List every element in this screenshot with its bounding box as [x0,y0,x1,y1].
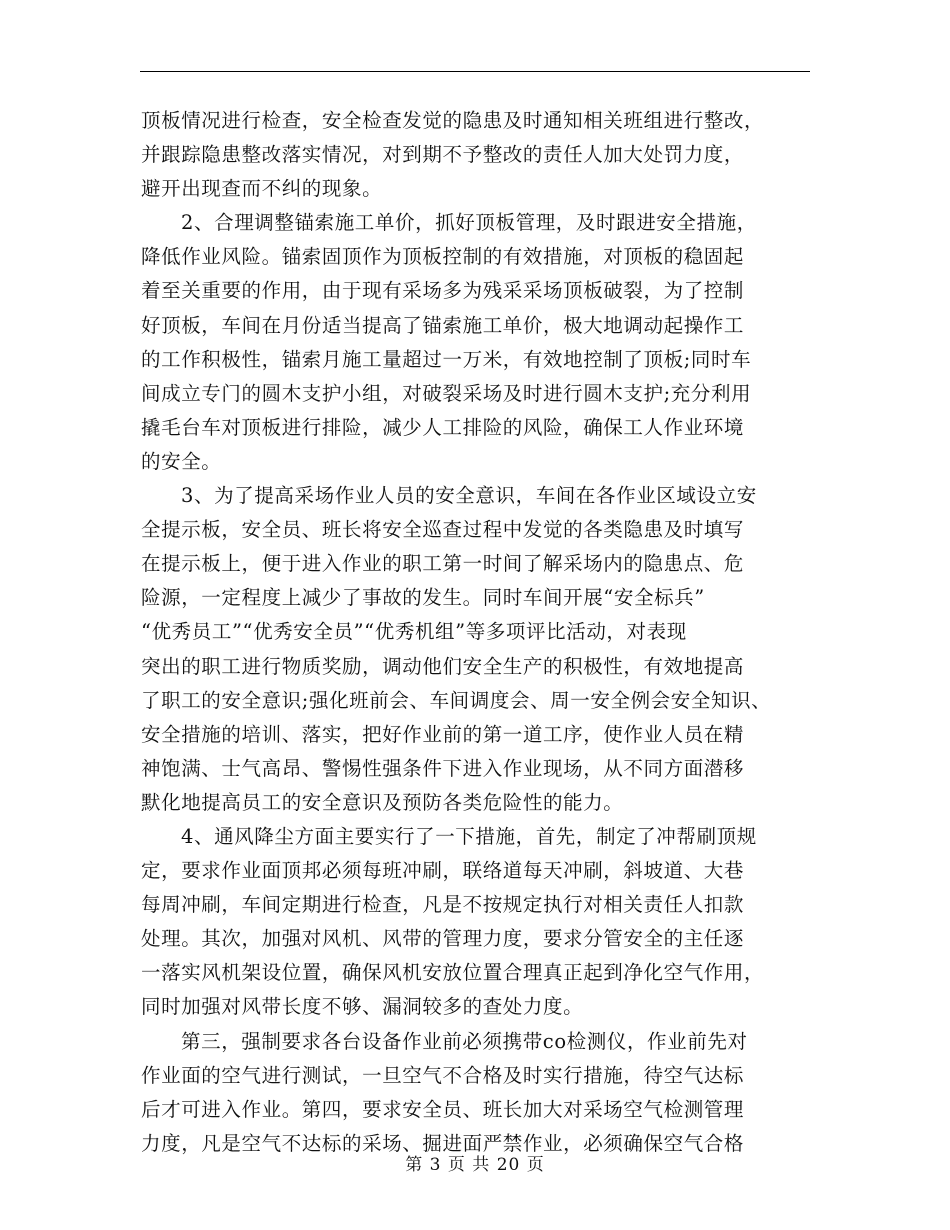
text-line: 的安全。 [141,449,222,473]
text-line: 顶板情况进行检查，安全检查发觉的隐患及时通知相关班组进行整改， [141,109,765,132]
text-line: 避开出现查而不纠的现象。 [141,177,383,201]
text-line: 撬毛台车对顶板进行排险，减少人工排险的风险，确保工人作业环境 [141,415,745,439]
text-line: “优秀员工”“优秀安全员”“优秀机组”等多项评比活动，对表现 [141,620,687,644]
text-line: 定，要求作业面顶邦必须每班冲刷，联络道每天冲刷，斜坡道、大巷 [141,859,745,883]
document-body [141,104,821,1161]
text-line: 险源，一定程度上减少了事故的发生。同时车间开展“安全标兵” [141,586,705,610]
text-line: 并跟踪隐患整改落实情况，对到期不予整改的责任人加大处罚力度， [141,143,745,167]
paragraph-first-line: 4、通风降尘方面主要实行了一下措施，首先，制定了冲帮刷顶规 [181,824,757,848]
paragraph-first-line: 2、合理调整锚索施工单价，抓好顶板管理，及时跟进安全措施， [181,211,757,235]
text-line: 一落实风机架设位置，确保风机安放位置合理真正起到净化空气作用， [141,961,765,985]
text-line: 力度，凡是空气不达标的采场、掘进面严禁作业，必须确保空气合格 [141,1131,745,1155]
paragraph-first-line: 第三，强制要求各台设备作业前必须携带co检测仪，作业前先对 [181,1029,748,1053]
text-line: 了职工的安全意识;强化班前会、车间调度会、周一安全例会安全知识、 [141,688,772,712]
paragraph-first-line: 3、为了提高采场作业人员的安全意识，车间在各作业区域设立安 [181,484,757,508]
header-rule [140,71,810,72]
text-line: 全提示板，安全员、班长将安全巡查过程中发觉的各类隐患及时填写 [141,518,745,542]
text-line: 好顶板，车间在月份适当提高了锚索施工单价，极大地调动起操作工 [141,313,745,337]
text-line: 间成立专门的圆木支护小组，对破裂采场及时进行圆木支护;充分利用 [141,381,752,405]
text-line: 降低作业风险。锚索固顶作为顶板控制的有效措施，对顶板的稳固起 [141,245,745,269]
text-line: 后才可进入作业。第四，要求安全员、班长加大对采场空气检测管理 [141,1097,745,1121]
text-line: 同时加强对风带长度不够、漏洞较多的查处力度。 [141,995,584,1019]
text-line: 作业面的空气进行测试，一旦空气不合格及时实行措施，待空气达标 [141,1063,745,1087]
text-line: 突出的职工进行物质奖励，调动他们安全生产的积极性，有效地提高 [141,654,745,678]
text-line: 安全措施的培训、落实，把好作业前的第一道工序，使作业人员在精 [141,722,745,746]
text-line: 每周冲刷，车间定期进行检查，凡是不按规定执行对相关责任人扣款 [141,893,745,917]
page-footer: 第 3 页 共 20 页 [405,1155,545,1175]
text-line: 在提示板上，便于进入作业的职工第一时间了解采场内的隐患点、危 [141,552,745,576]
text-line: 的工作积极性，锚索月施工量超过一万米，有效地控制了顶板;同时车 [141,347,752,371]
text-line: 处理。其次，加强对风机、风带的管理力度，要求分管安全的主任逐 [141,927,745,951]
text-line: 默化地提高员工的安全意识及预防各类危险性的能力。 [141,790,624,814]
text-line: 着至关重要的作用，由于现有采场多为残采采场顶板破裂，为了控制 [141,279,745,303]
text-line: 神饱满、士气高昂、警惕性强条件下进入作业现场，从不同方面潜移 [141,756,745,780]
